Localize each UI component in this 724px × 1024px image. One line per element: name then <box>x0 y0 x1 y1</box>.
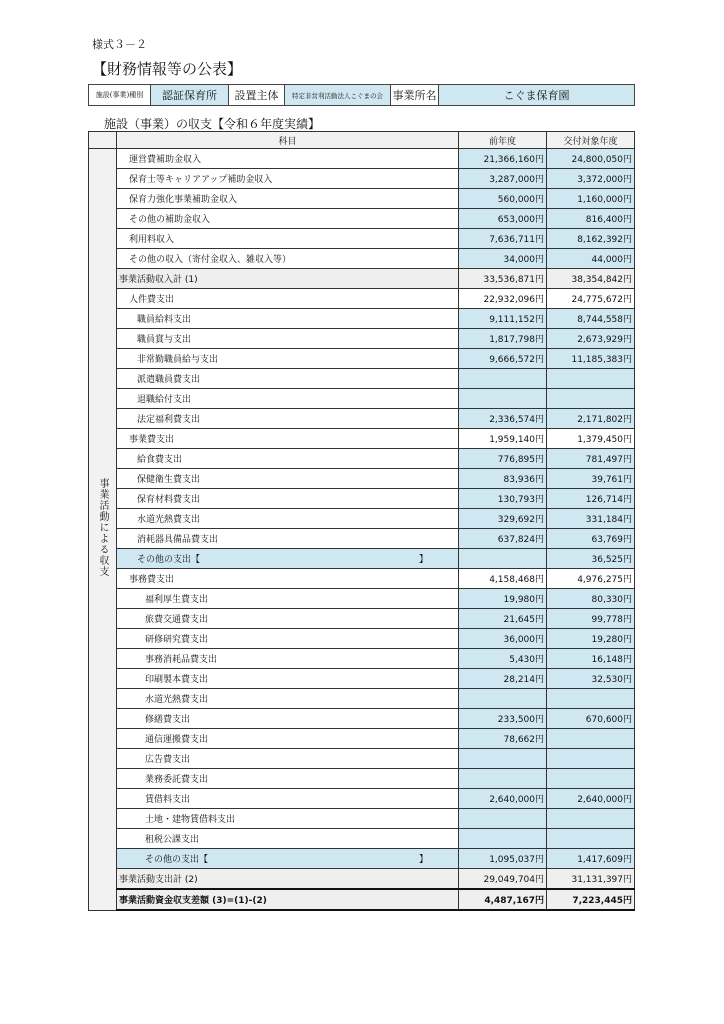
table-row <box>89 509 635 529</box>
table-row <box>89 249 635 269</box>
row-target: 24,775,672円 <box>547 289 635 309</box>
row-label: 利用料収入 <box>117 229 459 249</box>
header-prev-year: 前年度 <box>459 132 547 149</box>
row-target: 781,497円 <box>547 449 635 469</box>
row-target: 24,800,050円 <box>547 149 635 169</box>
table-row <box>89 769 635 789</box>
table-row <box>89 829 635 849</box>
row-label: 退職給付支出 <box>117 389 459 409</box>
table-row <box>89 289 635 309</box>
table-row <box>89 609 635 629</box>
income-expense-table <box>88 131 635 911</box>
row-label: その他の補助金収入 <box>117 209 459 229</box>
row-target: 38,354,842円 <box>547 269 635 289</box>
row-target: 331,184円 <box>547 509 635 529</box>
row-label: 事業活動資金収支差額 (3)=(1)-(2) <box>117 889 459 910</box>
row-target <box>547 369 635 389</box>
row-prev: 21,645円 <box>459 609 547 629</box>
row-label: 派遣職員費支出 <box>117 369 459 389</box>
row-label: 水道光熱費支出 <box>117 509 459 529</box>
row-label: 業務委託費支出 <box>117 769 459 789</box>
table-row <box>89 449 635 469</box>
row-target: 7,223,445円 <box>547 889 635 910</box>
row-label: 事業活動収入計 (1) <box>117 269 459 289</box>
row-prev: 637,824円 <box>459 529 547 549</box>
operator-value: 特定非営利活動法人こぐまの会 <box>285 85 391 106</box>
row-prev: 36,000円 <box>459 629 547 649</box>
row-label: 保健衛生費支出 <box>117 469 459 489</box>
table-row <box>89 629 635 649</box>
form-number: 様式３－２ <box>92 38 147 51</box>
table-row <box>89 349 635 369</box>
row-prev: 776,895円 <box>459 449 547 469</box>
row-target <box>547 689 635 709</box>
row-target: 816,400円 <box>547 209 635 229</box>
row-prev <box>459 809 547 829</box>
row-prev <box>459 689 547 709</box>
row-prev: 3,287,000円 <box>459 169 547 189</box>
row-target: 19,280円 <box>547 629 635 649</box>
table-row <box>89 789 635 809</box>
header-target-year: 交付対象年度 <box>547 132 635 149</box>
table-row <box>89 189 635 209</box>
row-target: 99,778円 <box>547 609 635 629</box>
row-label: 保育力強化事業補助金収入 <box>117 189 459 209</box>
row-target <box>547 769 635 789</box>
table-row <box>89 329 635 349</box>
row-prev: 28,214円 <box>459 669 547 689</box>
row-label: 印刷製本費支出 <box>117 669 459 689</box>
table-row <box>89 709 635 729</box>
row-prev: 2,336,574円 <box>459 409 547 429</box>
row-label: 法定福利費支出 <box>117 409 459 429</box>
row-target <box>547 389 635 409</box>
row-prev <box>459 829 547 849</box>
table-row <box>89 309 635 329</box>
row-target: 63,769円 <box>547 529 635 549</box>
row-label: 通信運搬費支出 <box>117 729 459 749</box>
row-target <box>547 749 635 769</box>
row-label: 職員給料支出 <box>117 309 459 329</box>
row-prev: 2,640,000円 <box>459 789 547 809</box>
row-target <box>547 829 635 849</box>
row-target: 1,379,450円 <box>547 429 635 449</box>
row-target: 126,714円 <box>547 489 635 509</box>
row-label: 消耗器具備品費支出 <box>117 529 459 549</box>
table-row <box>89 469 635 489</box>
table-row <box>89 229 635 249</box>
row-prev: 329,692円 <box>459 509 547 529</box>
row-prev: 560,000円 <box>459 189 547 209</box>
row-label: 水道光熱費支出 <box>117 689 459 709</box>
header-side-cell <box>89 132 117 149</box>
row-label: その他の支出【 <box>137 555 201 565</box>
page-title: 【財務情報等の公表】 <box>92 60 243 78</box>
row-prev: 653,000円 <box>459 209 547 229</box>
row-target: 2,171,802円 <box>547 409 635 429</box>
row-target: 2,640,000円 <box>547 789 635 809</box>
row-prev: 4,158,468円 <box>459 569 547 589</box>
row-target: 80,330円 <box>547 589 635 609</box>
side-label: 事業活動による収支 <box>97 478 108 578</box>
row-target: 36,525円 <box>547 549 635 569</box>
table-row <box>89 549 635 569</box>
table-row <box>89 209 635 229</box>
row-prev: 7,636,711円 <box>459 229 547 249</box>
row-label: 修繕費支出 <box>117 709 459 729</box>
row-prev: 21,366,160円 <box>459 149 547 169</box>
table-row <box>89 669 635 689</box>
row-label: 旅費交通費支出 <box>117 609 459 629</box>
row-label: 職員賞与支出 <box>117 329 459 349</box>
table-row <box>89 369 635 389</box>
section-subtitle: 施設（事業）の収支【令和６年度実績】 <box>104 117 321 131</box>
row-target: 670,600円 <box>547 709 635 729</box>
row-target: 3,372,000円 <box>547 169 635 189</box>
row-label: 給食費支出 <box>117 449 459 469</box>
row-target: 39,761円 <box>547 469 635 489</box>
row-prev: 130,793円 <box>459 489 547 509</box>
row-prev: 1,095,037円 <box>459 849 547 869</box>
facility-info-table <box>88 84 635 106</box>
row-label-cell <box>117 549 459 569</box>
row-label: 運営費補助金収入 <box>117 149 459 169</box>
row-label: 事業活動支出計 (2) <box>117 869 459 890</box>
row-label: 事務費支出 <box>117 569 459 589</box>
row-prev <box>459 549 547 569</box>
table-row <box>89 849 635 869</box>
row-target: 44,000円 <box>547 249 635 269</box>
row-prev: 83,936円 <box>459 469 547 489</box>
table-row <box>89 429 635 449</box>
row-target <box>547 729 635 749</box>
row-label: 人件費支出 <box>117 289 459 309</box>
row-label: 賃借料支出 <box>117 789 459 809</box>
table-row <box>89 169 635 189</box>
row-label: その他の支出【 <box>145 855 209 865</box>
row-target: 31,131,397円 <box>547 869 635 890</box>
row-target <box>547 809 635 829</box>
row-label: 保育士等キャリアアップ補助金収入 <box>117 169 459 189</box>
table-row <box>89 649 635 669</box>
row-target: 1,160,000円 <box>547 189 635 209</box>
row-target: 2,673,929円 <box>547 329 635 349</box>
row-label-end: 】 <box>418 855 428 865</box>
row-prev <box>459 369 547 389</box>
row-prev: 33,536,871円 <box>459 269 547 289</box>
row-label: 研修研究費支出 <box>117 629 459 649</box>
row-target: 8,744,558円 <box>547 309 635 329</box>
operator-label: 設置主体 <box>229 85 285 106</box>
table-row <box>89 689 635 709</box>
row-label-end: 】 <box>418 555 428 565</box>
row-target: 16,148円 <box>547 649 635 669</box>
row-label: 事務消耗品費支出 <box>117 649 459 669</box>
row-prev: 4,487,167円 <box>459 889 547 910</box>
row-label: 福利厚生費支出 <box>117 589 459 609</box>
header-item: 科目 <box>117 132 459 149</box>
row-target: 8,162,392円 <box>547 229 635 249</box>
table-row <box>89 569 635 589</box>
row-target: 1,417,609円 <box>547 849 635 869</box>
row-label-cell <box>117 849 459 869</box>
table-row <box>89 589 635 609</box>
row-target: 11,185,383円 <box>547 349 635 369</box>
row-label: 土地・建物賃借料支出 <box>117 809 459 829</box>
row-label: 広告費支出 <box>117 749 459 769</box>
table-row <box>89 529 635 549</box>
row-prev: 5,430円 <box>459 649 547 669</box>
row-prev: 78,662円 <box>459 729 547 749</box>
table-row <box>89 149 635 169</box>
facility-type-value: 認証保育所 <box>151 85 229 106</box>
facility-type-label: 施設(事業)種別 <box>89 85 151 106</box>
row-label: 保育材料費支出 <box>117 489 459 509</box>
table-row <box>89 809 635 829</box>
row-prev: 9,666,572円 <box>459 349 547 369</box>
table-row <box>89 749 635 769</box>
row-prev: 1,959,140円 <box>459 429 547 449</box>
row-label: その他の収入（寄付金収入、雑収入等） <box>117 249 459 269</box>
row-prev: 34,000円 <box>459 249 547 269</box>
row-target: 4,976,275円 <box>547 569 635 589</box>
row-prev <box>459 389 547 409</box>
office-value: こぐま保育園 <box>439 85 635 106</box>
total-row <box>89 889 635 910</box>
row-prev: 233,500円 <box>459 709 547 729</box>
row-label: 租税公課支出 <box>117 829 459 849</box>
row-target: 32,530円 <box>547 669 635 689</box>
subtotal-row <box>89 269 635 289</box>
row-prev: 9,111,152円 <box>459 309 547 329</box>
subtotal-row <box>89 869 635 890</box>
side-label-cell <box>89 149 117 911</box>
table-header-row <box>89 132 635 149</box>
table-row <box>89 389 635 409</box>
row-prev <box>459 769 547 789</box>
table-row <box>89 729 635 749</box>
row-prev: 1,817,798円 <box>459 329 547 349</box>
table-row <box>89 489 635 509</box>
row-prev <box>459 749 547 769</box>
row-prev: 29,049,704円 <box>459 869 547 890</box>
row-label: 非常勤職員給与支出 <box>117 349 459 369</box>
row-prev: 19,980円 <box>459 589 547 609</box>
row-prev: 22,932,096円 <box>459 289 547 309</box>
row-label: 事業費支出 <box>117 429 459 449</box>
office-label: 事業所名 <box>391 85 439 106</box>
table-row <box>89 409 635 429</box>
